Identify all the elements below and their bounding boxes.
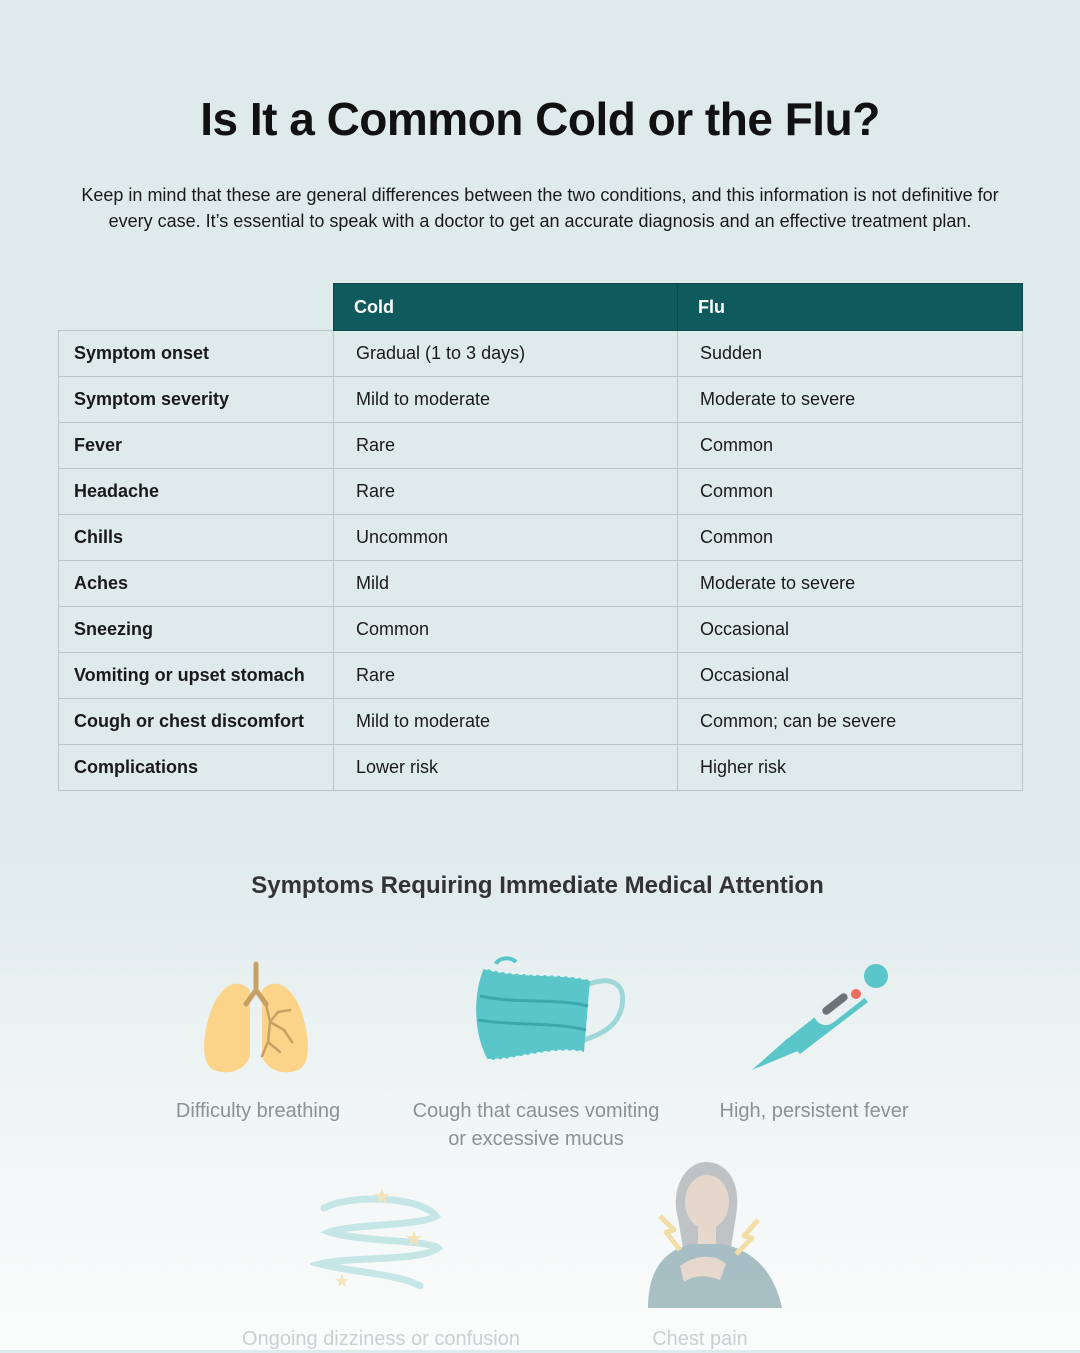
face-mask-icon: [466, 956, 626, 1076]
header-flu: Flu: [678, 284, 1023, 331]
table-row: [59, 561, 1023, 607]
cold-cell: Uncommon: [334, 515, 678, 561]
row-label: Complications: [59, 745, 334, 791]
dizziness-swirl-icon: [310, 1186, 450, 1296]
flu-cell: Moderate to severe: [678, 377, 1023, 423]
cold-cell: Lower risk: [334, 745, 678, 791]
flu-cell: Common; can be severe: [678, 699, 1023, 745]
row-label: Chills: [59, 515, 334, 561]
row-label: Vomiting or upset stomach: [59, 653, 334, 699]
page-title: Is It a Common Cold or the Flu?: [200, 93, 880, 145]
attention-section-title: Symptoms Requiring Immediate Medical Attention: [251, 872, 824, 899]
table-row: [59, 653, 1023, 699]
table-row: [59, 515, 1023, 561]
table-row: [59, 377, 1023, 423]
flu-cell: Moderate to severe: [678, 561, 1023, 607]
flu-cell: Occasional: [678, 607, 1023, 653]
caption-cough-vomiting-line2: or excessive mucus: [448, 1128, 624, 1150]
comparison-table: [58, 283, 1023, 791]
row-label: Headache: [59, 469, 334, 515]
caption-chest-pain: Chest pain: [652, 1328, 748, 1350]
cold-cell: Common: [334, 607, 678, 653]
table-row: [59, 469, 1023, 515]
caption-high-fever: High, persistent fever: [719, 1100, 909, 1122]
caption-difficulty-breathing: Difficulty breathing: [175, 1100, 341, 1122]
table-row: [59, 699, 1023, 745]
cold-cell: Rare: [334, 423, 678, 469]
flu-cell: Higher risk: [678, 745, 1023, 791]
caption-dizziness: Ongoing dizziness or confusion: [242, 1328, 520, 1350]
caption-cough-vomiting-line1: Cough that causes vomiting: [412, 1100, 660, 1122]
flu-cell: Common: [678, 423, 1023, 469]
cold-cell: Rare: [334, 653, 678, 699]
flu-cell: Sudden: [678, 331, 1023, 377]
row-label: Fever: [59, 423, 334, 469]
cold-cell: Mild to moderate: [334, 377, 678, 423]
header-blank: [59, 284, 334, 331]
row-label: Cough or chest discomfort: [59, 699, 334, 745]
flu-cell: Common: [678, 469, 1023, 515]
cold-cell: Mild: [334, 561, 678, 607]
thermometer-icon: [748, 962, 892, 1074]
row-label: Symptom severity: [59, 377, 334, 423]
table-row: [59, 331, 1023, 377]
table-header-row: [59, 284, 1023, 331]
flu-cell: Common: [678, 515, 1023, 561]
cold-cell: Mild to moderate: [334, 699, 678, 745]
header-cold: Cold: [334, 284, 678, 331]
cold-cell: Rare: [334, 469, 678, 515]
table-row: [59, 745, 1023, 791]
row-label: Aches: [59, 561, 334, 607]
table-row: [59, 607, 1023, 653]
table-row: [59, 423, 1023, 469]
chest-pain-person-icon: [640, 1158, 790, 1308]
row-label: Symptom onset: [59, 331, 334, 377]
row-label: Sneezing: [59, 607, 334, 653]
cold-cell: Gradual (1 to 3 days): [334, 331, 678, 377]
lungs-icon: [198, 960, 314, 1076]
flu-cell: Occasional: [678, 653, 1023, 699]
intro-paragraph: Keep in mind that these are general differences between the two conditions, and this information is not definitive for every case. It’s essential to speak with a doctor to get an accurate diagnosis and an effective treatment plan.: [81, 185, 999, 231]
